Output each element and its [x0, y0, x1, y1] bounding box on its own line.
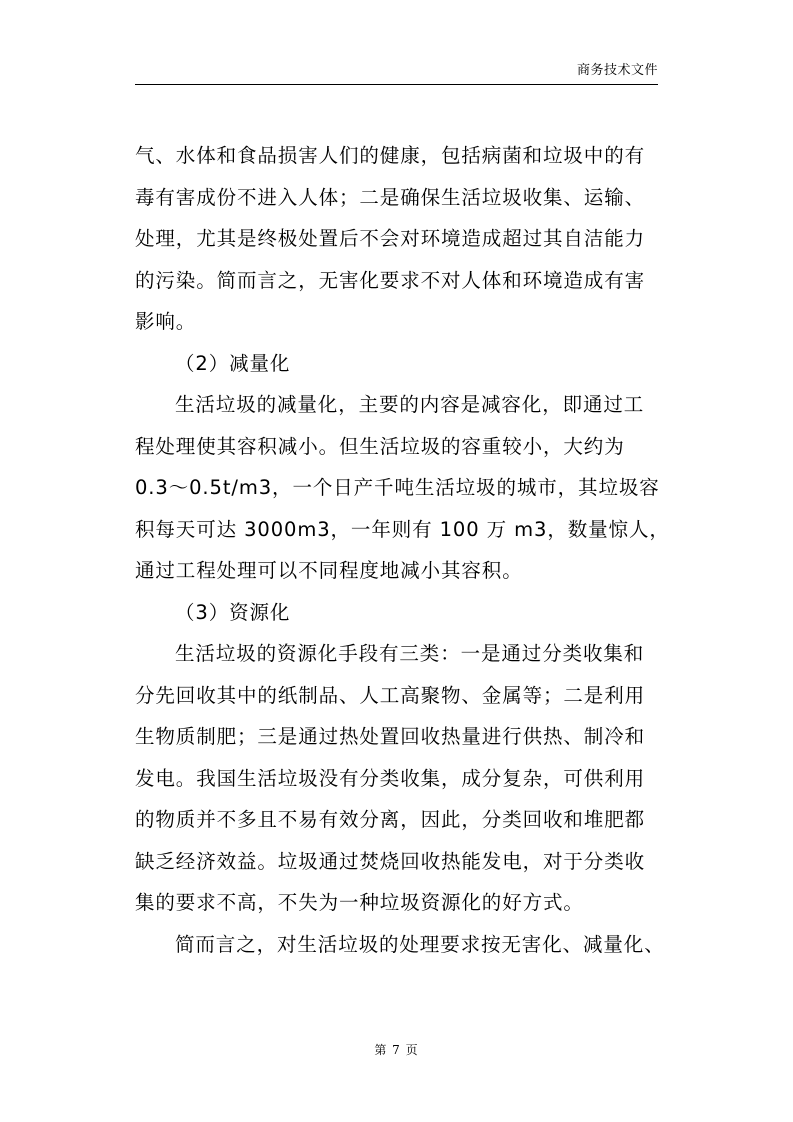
paragraph-line: 生活垃圾的减量化，主要的内容是减容化，即通过工 — [175, 393, 645, 416]
paragraph-line: 缺乏经济效益。垃圾通过焚烧回收热能发电，对于分类收 — [135, 849, 646, 873]
paragraph-line: 简而言之，对生活垃圾的处理要求按无害化、减量化、 — [175, 932, 665, 956]
section-heading-reduction: （2）减量化 — [175, 351, 291, 375]
paragraph-line: 生物质制肥；三是通过热处置回收热量进行供热、制冷和 — [135, 725, 646, 748]
paragraph-line: 生活垃圾的资源化手段有三类：一是通过分类收集和 — [175, 642, 645, 665]
paragraph-line: 毒有害成份不进入人体；二是确保生活垃圾收集、运输、 — [135, 185, 646, 209]
paragraph-line: 气、水体和食品损害人们的健康，包括病菌和垃圾中的有 — [135, 144, 646, 167]
section-heading-resource: （3）资源化 — [175, 600, 291, 624]
paragraph-line: 0.3～0.5t/m3，一个日产千吨生活垃圾的城市，其垃圾容 — [135, 476, 660, 499]
document-body — [135, 135, 670, 965]
paragraph-line: 的污染。简而言之，无害化要求不对人体和环境造成有害 — [135, 268, 646, 292]
paragraph-line: 集的要求不高，不失为一种垃圾资源化的好方式。 — [135, 891, 584, 914]
paragraph-line: 程处理使其容积减小。但生活垃圾的容重较小，大约为 — [135, 434, 625, 458]
paragraph-line: 发电。我国生活垃圾没有分类收集，成分复杂，可供利用 — [135, 766, 646, 790]
page-number: 第 7 页 — [374, 1043, 419, 1057]
paragraph-line: 的物质并不多且不易有效分离，因此，分类回收和堆肥都 — [135, 808, 646, 831]
paragraph-line: 分先回收其中的纸制品、人工高聚物、金属等；二是利用 — [135, 683, 646, 707]
paragraph-line: 处理，尤其是终极处置后不会对环境造成超过其自洁能力 — [135, 227, 646, 250]
paragraph-line: 通过工程处理可以不同程度地减小其容积。 — [135, 559, 523, 582]
page-header — [135, 62, 658, 85]
paragraph-line: 积每天可达 3000m3，一年则有 100 万 m3，数量惊人， — [135, 517, 670, 541]
header-title: 商务技术文件 — [576, 63, 658, 78]
paragraph-line: 影响。 — [135, 310, 197, 333]
